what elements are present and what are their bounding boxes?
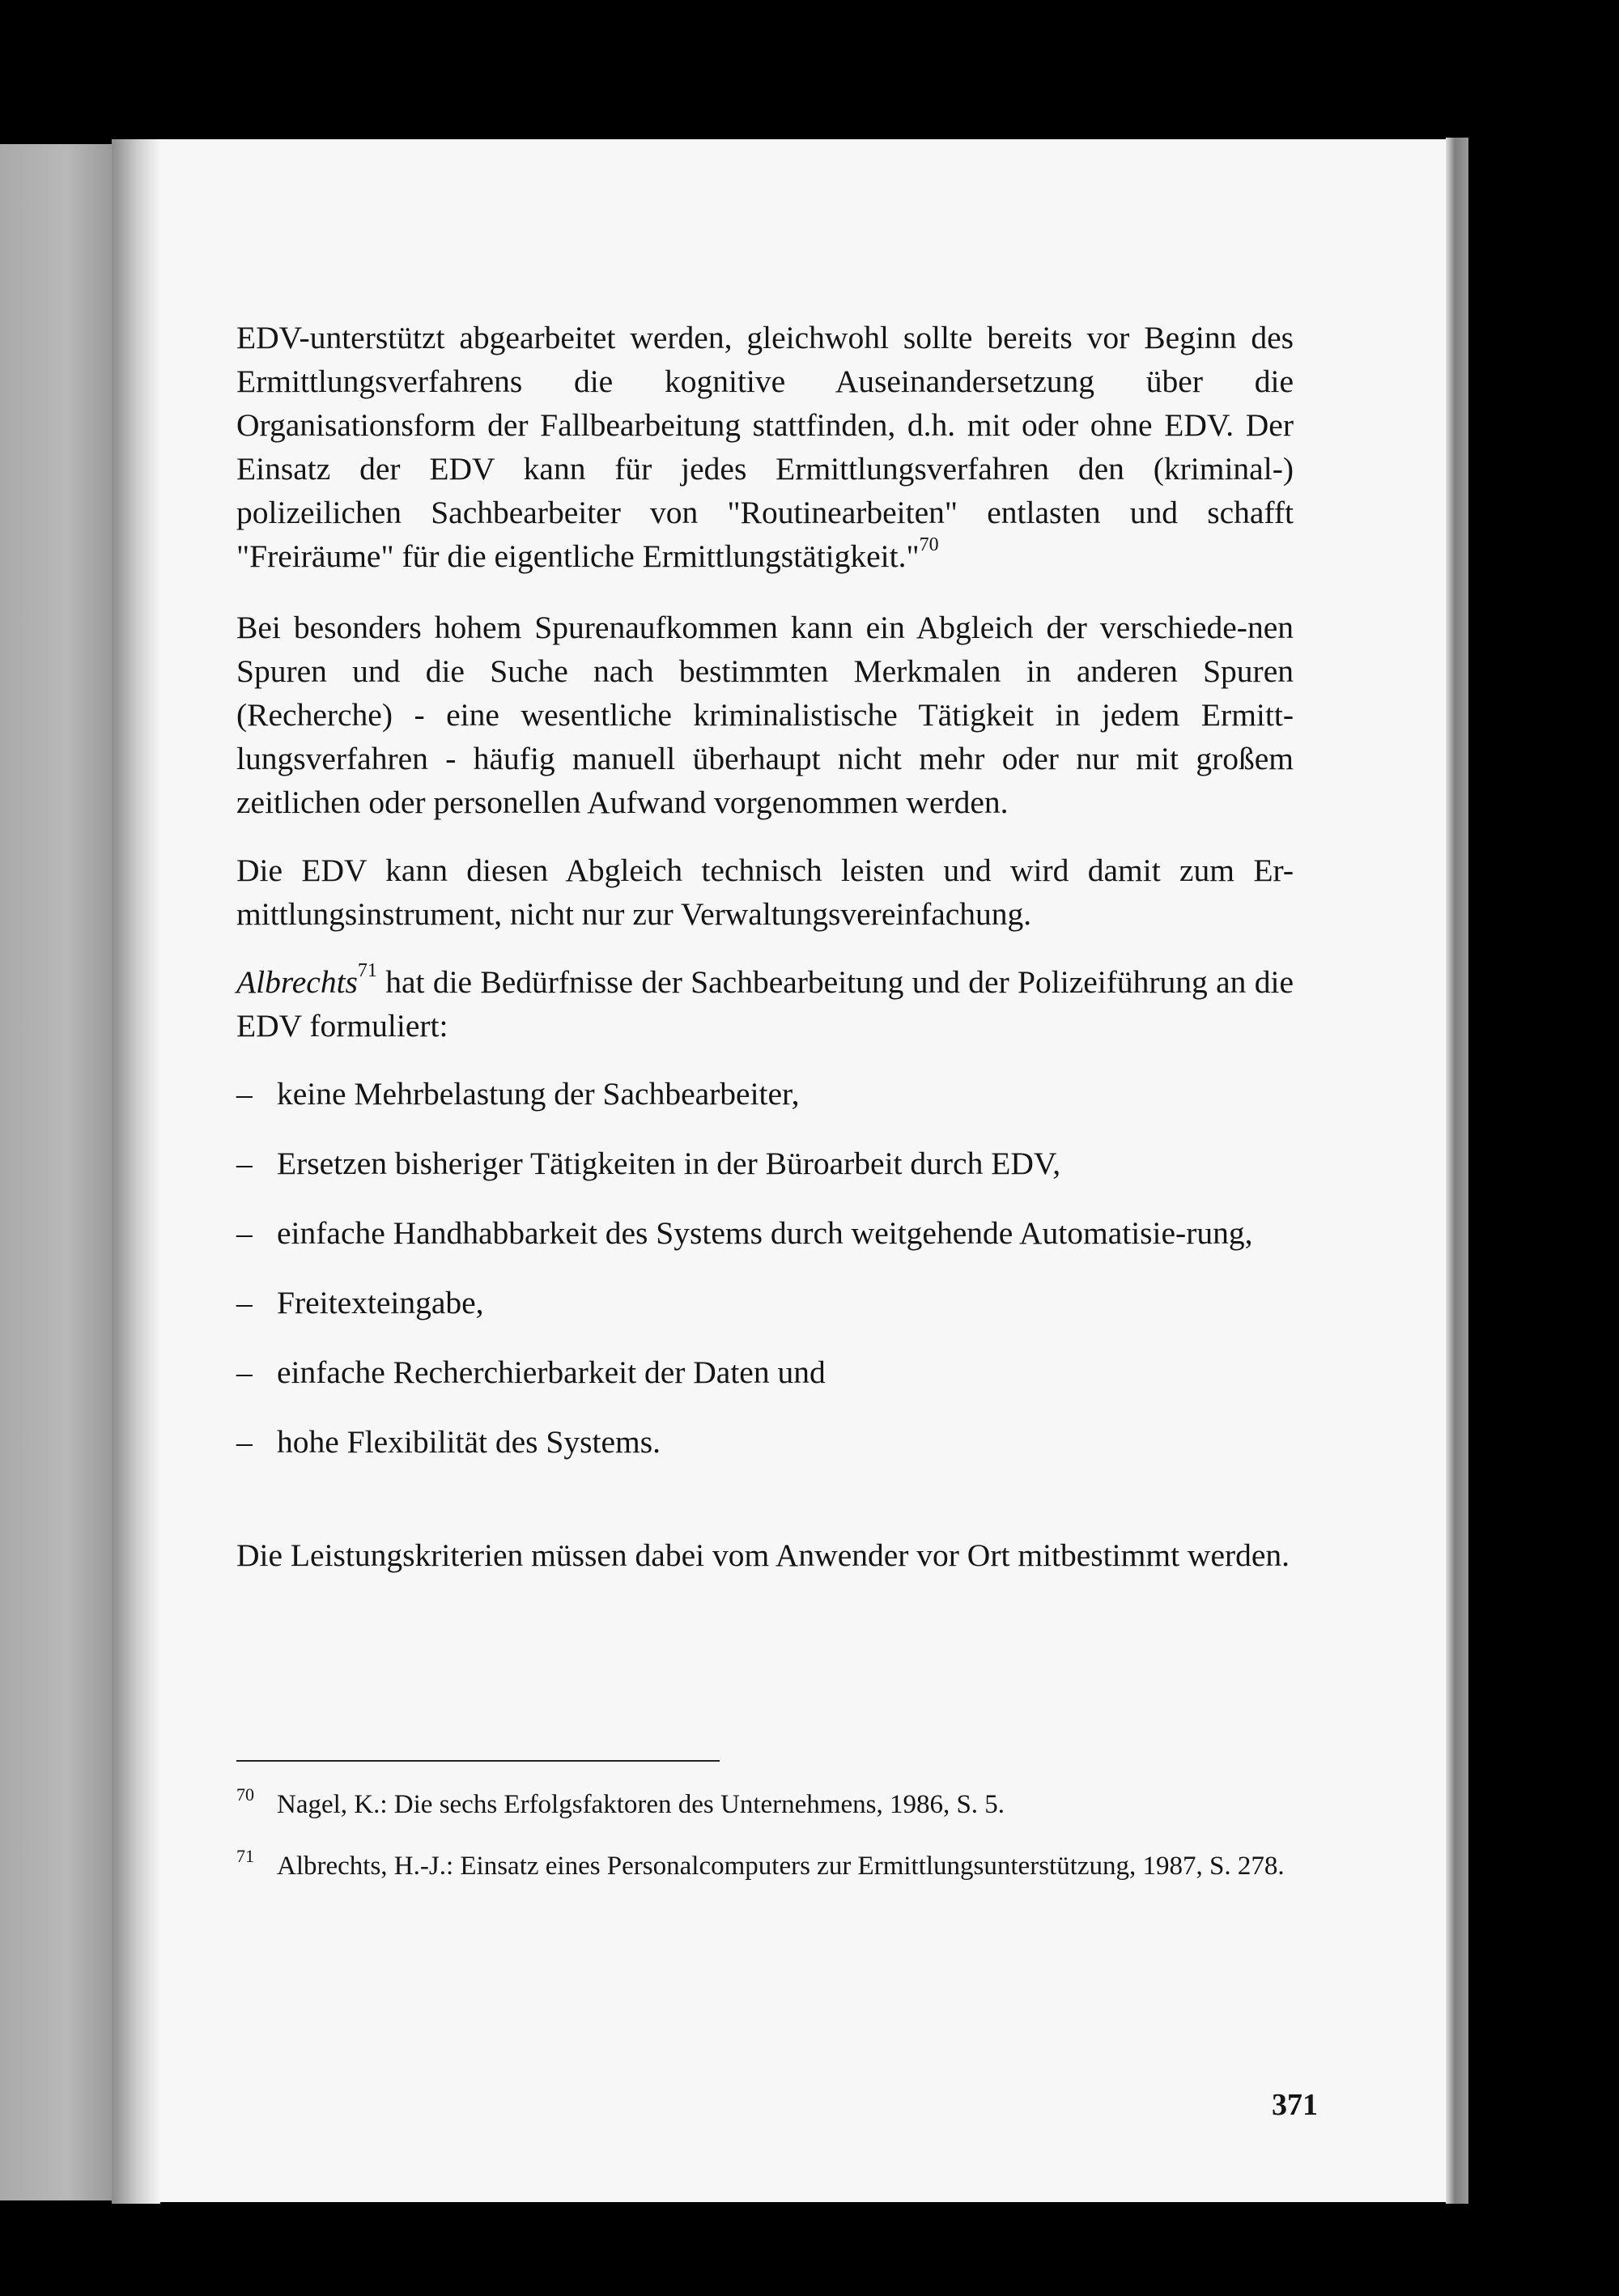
list-item-text: einfache Recherchierbarkeit der Daten und	[277, 1354, 826, 1390]
paragraph-3: Die EDV kann diesen Abgleich technisch leisten und wird damit zum Er-mittlungsinstrument, nicht nur zur Verwaltungsvereinfachung.	[236, 852, 1294, 932]
list-item	[236, 1420, 1294, 1464]
footnote-71	[236, 1847, 1294, 1885]
footnotes	[236, 1786, 1294, 1909]
list-dash: –	[236, 1285, 253, 1320]
footnote-separator	[236, 1760, 720, 1762]
list-item-text: Ersetzen bisheriger Tätigkeiten in der Büroarbeit durch EDV,	[277, 1146, 1061, 1181]
left-page-edge	[0, 144, 112, 2200]
list-dash: –	[236, 1424, 253, 1460]
footnote-ref-70: 70	[919, 534, 939, 555]
list-item	[236, 1281, 1294, 1324]
list-item	[236, 1142, 1294, 1185]
list-dash: –	[236, 1354, 253, 1390]
gutter-shadow	[112, 139, 160, 2204]
list-item	[236, 1072, 1294, 1116]
right-page-edge	[1446, 138, 1468, 2204]
list-dash: –	[236, 1076, 253, 1112]
list-item	[236, 1350, 1294, 1394]
list-item-text: keine Mehrbelastung der Sachbearbeiter,	[277, 1076, 800, 1112]
list-item-text: Freitexteingabe,	[277, 1285, 484, 1320]
footnote-70	[236, 1786, 1294, 1823]
page-number: 371	[1272, 2088, 1318, 2122]
list-item	[236, 1211, 1294, 1255]
footnote-ref-71: 71	[357, 959, 377, 981]
requirements-list	[236, 1072, 1294, 1464]
paragraph-1-text: EDV-unterstützt abgearbeitet werden, gleichwohl sollte bereits vor Beginn des Ermittlungsverfahrens die kognitive Auseinandersetzung über die Organisationsform der Fallbearbeitung stattfinden, d.h. mit oder ohne EDV. Der Einsatz der EDV kann für jedes Ermittlungsverfahren den (kriminal-) polizeilichen Sachbearbeiter von "Routinearbeiten" entlasten und schafft "Freiräume" für die eigentliche Ermittlungstätigkeit."	[236, 320, 1294, 574]
list-item-text: einfache Handhabbarkeit des Systems durch weitgehende Automatisie-rung,	[277, 1215, 1253, 1251]
cited-author: Albrechts	[236, 964, 358, 1000]
footnote-text: Albrechts, H.-J.: Einsatz eines Personalcomputers zur Ermittlungsunterstützung, 1987, S. 278.	[277, 1852, 1285, 1881]
paragraph-4-text: hat die Bedürfnisse der Sachbearbeitung und der Polizeiführung an die EDV formuliert:	[236, 964, 1294, 1044]
footnote-number: 70	[236, 1784, 254, 1805]
closing-paragraph: Die Leistungskriterien müssen dabei vom Anwender vor Ort mitbestimmt werden.	[236, 1537, 1290, 1573]
paragraph-2: Bei besonders hohem Spurenaufkommen kann ein Abgleich der verschiede-nen Spuren und die Suche nach bestimmten Merkmalen in anderen Spuren (Recherche) - eine wesentliche kriminalistische Tätigkeit in jedem Ermitt-lungsverfahren - häufig manuell überhaupt nicht mehr oder nur mit großem zeitlichen oder personellen Aufwand vorgenommen werden.	[236, 610, 1294, 820]
list-dash: –	[236, 1215, 253, 1251]
body-text	[236, 316, 1294, 1577]
list-item-text: hohe Flexibilität des Systems.	[277, 1424, 661, 1460]
footnote-text: Nagel, K.: Die sechs Erfolgsfaktoren des Unternehmens, 1986, S. 5.	[277, 1790, 1005, 1819]
list-dash: –	[236, 1146, 253, 1181]
paragraph-1	[236, 316, 1294, 578]
paragraph-4	[236, 960, 1294, 1048]
footnote-number: 71	[236, 1846, 254, 1866]
